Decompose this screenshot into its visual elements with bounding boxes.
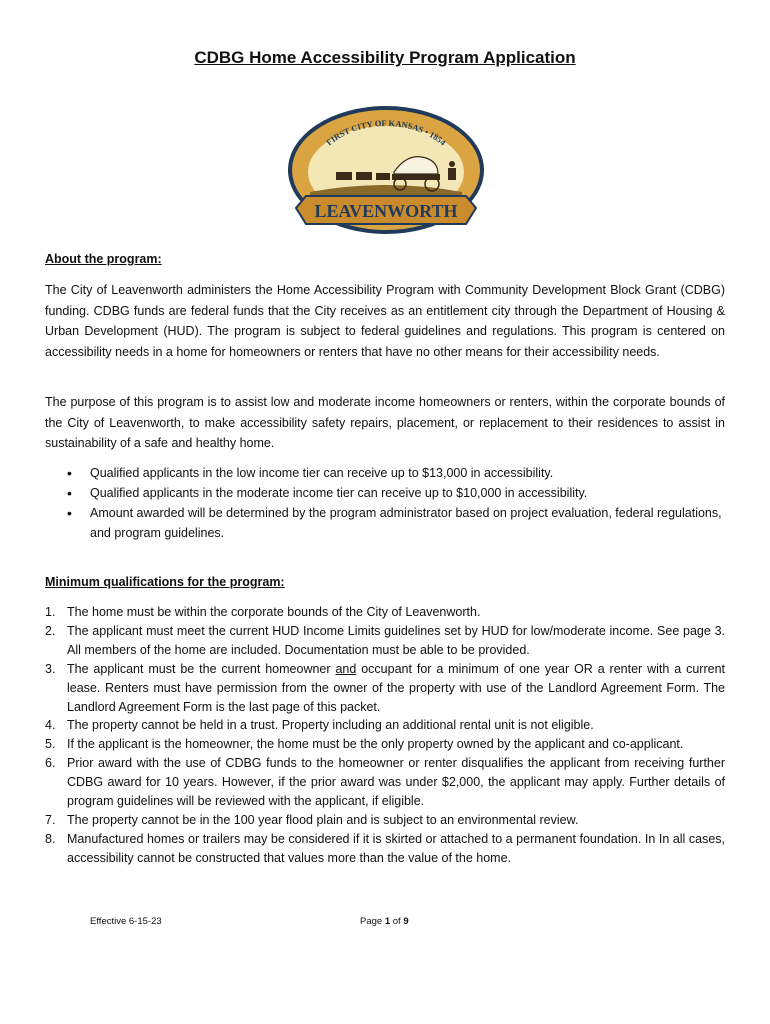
item-number: 6.	[45, 756, 56, 771]
item-text: If the applicant is the homeowner, the home must be the only property owned by the applicant and co-applicant.	[67, 737, 684, 752]
item-text: The home must be within the corporate bounds of the City of Leavenworth.	[67, 605, 481, 619]
item-text: The property cannot be in the 100 year flood plain and is subject to an environmental review.	[67, 812, 579, 827]
list-item	[45, 811, 725, 830]
list-item	[45, 716, 725, 735]
logo-banner-text: LEAVENWORTH	[314, 201, 458, 221]
about-paragraph-2: The purpose of this program is to assist low and moderate income homeowners or renters, within the corporate bounds of the City of Leavenworth, to make accessibility safety repairs, placement, or replacement to their residences to assist in sustainability of a safe and healthy home.	[45, 395, 725, 450]
list-item	[45, 603, 725, 622]
list-item	[45, 830, 725, 868]
bullet-item: • Qualified applicants in the moderate income tier can receive up to $10,000 in accessibility.	[45, 483, 725, 503]
item-number: 5.	[45, 737, 56, 752]
item-text-emphasis: and	[335, 661, 357, 676]
about-heading: About the program:	[45, 252, 162, 266]
item-number: 8.	[45, 831, 56, 846]
item-number: 3.	[45, 661, 56, 676]
item-number: 1.	[45, 605, 56, 619]
about-paragraph-1: The City of Leavenworth administers the Home Accessibility Program with Community Development Block Grant (CDBG) funding. CDBG funds are federal funds that the City receives as an entitlement city through the Department of Housing & Urban Development (HUD). The program is subject to federal guidelines and regulations. This program is centered on accessibility needs in a home for homeowners or renters that have no other means for their accessibility needs.	[45, 283, 725, 359]
logo-arc-text: FIRST CITY OF KANSAS • 1854	[324, 117, 448, 148]
item-number: 4.	[45, 718, 56, 733]
page-prefix: Page	[360, 916, 385, 927]
award-bullet-list	[45, 463, 725, 543]
item-text: The property cannot be held in a trust. Property including an additional rental unit is not eligible.	[67, 718, 594, 733]
page-current: 1	[384, 916, 391, 927]
list-item	[45, 735, 725, 754]
list-item	[45, 660, 725, 717]
list-item	[45, 622, 725, 660]
bullet-item: • Amount awarded will be determined by the program administrator based on project evaluation, federal regulations, and program guidelines.	[45, 503, 725, 543]
footer-page-number	[360, 916, 409, 927]
leavenworth-seal-logo	[276, 100, 496, 240]
item-text: Manufactured homes or trailers may be considered if it is skirted or attached to a permanent foundation. In In all cases, accessibility cannot be constructed that values more than the value of the home.	[67, 831, 725, 865]
qualifications-heading: Minimum qualifications for the program:	[45, 575, 285, 589]
page-total: 9	[403, 916, 409, 927]
qualifications-list	[45, 603, 725, 868]
footer-effective-date: Effective 6-15-23	[90, 916, 162, 927]
list-item	[45, 754, 725, 811]
item-number: 2.	[45, 623, 56, 638]
page-title: CDBG Home Accessibility Program Application	[194, 48, 576, 67]
bullet-item: • Qualified applicants in the low income tier can receive up to $13,000 in accessibility.	[45, 463, 725, 483]
item-text-after: occupant for a minimum of one year OR a renter with a current lease. Renters must have permission from the owner of the property with use of the Landlord Agreement Form. The Landlord Agreement Form is the last page of this packet.	[67, 661, 725, 714]
item-text: The applicant must meet the current HUD Income Limits guidelines set by HUD for low/moderate income. See page 3. All members of the home are included. Documentation must be able to be provided.	[67, 623, 725, 657]
item-text: Prior award with the use of CDBG funds to the homeowner or renter disqualifies the applicant from receiving further CDBG award for 10 years. However, if the prior award was under $2,000, the applicant may apply. Further details of program guidelines will be reviewed with the applicant, if eligible.	[67, 756, 725, 809]
page-of: of	[390, 916, 404, 927]
item-number: 7.	[45, 812, 56, 827]
item-text-before: The applicant must be the current homeowner	[67, 661, 336, 676]
